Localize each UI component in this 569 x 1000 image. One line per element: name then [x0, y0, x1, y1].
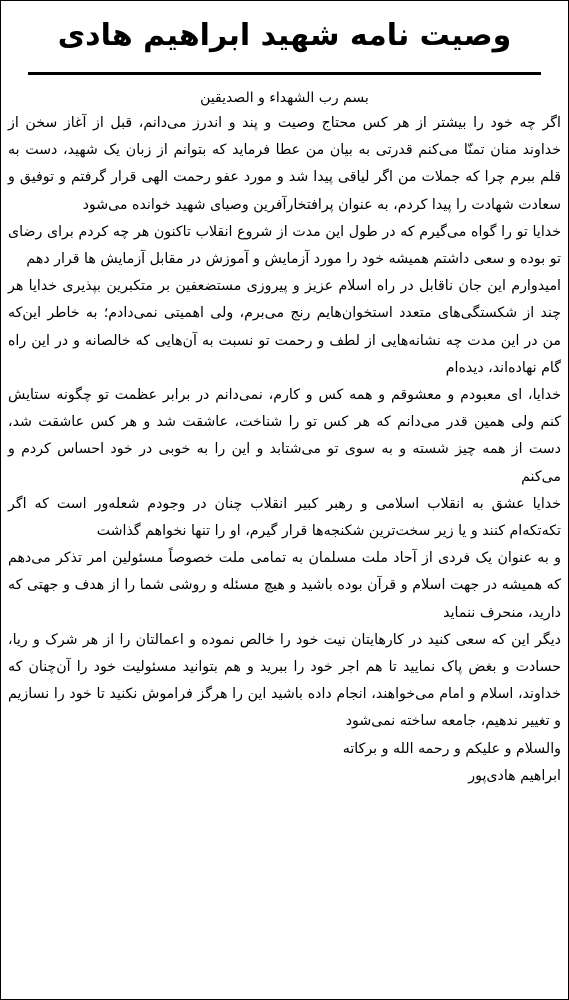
title-divider — [28, 72, 541, 75]
paragraph-love: خدایا، ای معبودم و معشوقم و همه کس و کارم، نمی‌دانم در برابر عظمت تو چگونه ستایش کنم ولی همین قدر می‌دانم که هر کس تو را شناخت، عاشقت شد و هر کس عاشقت شد، دست از همه چیز شسته و به سوی تو می‌شتابد و این را به خوبی در خود احساس کردم و می‌کنم — [8, 387, 561, 485]
paragraph-nation: و به عنوان یک فردی از آحاد ملت مسلمان به تمامی ملت خصوصاً مسئولین امر تذکر می‌دهم که همیشه در جهت اسلام و قرآن بوده باشید و هیچ مسئله و روشی شما را از هدف و جهتی که دارید، منحرف ننماید — [8, 550, 561, 621]
page-title: وصیت نامه شهید ابراهیم هادی — [57, 18, 512, 53]
paragraph-intro: اگر چه خود را بیشتر از هر کس محتاج وصیت و پند و اندرز می‌دانم، قبل از آغاز سخن از خداوند منان تمنّا می‌کنم قدرتی به بیان من عطا فرماید که بتوانم از زبان یک شهید، دست به قلم ببرم چرا که جملات من اگر لیاقی پیدا شد و مورد عفو رحمت الهی قرار گرفتم و توفیق و سعادت شهادت را پیدا کردم، به عنوان پرافتخارآفرین وصیای شهید خوانده می‌شود — [8, 115, 561, 213]
paragraph-revolution: خدایا عشق به انقلاب اسلامی و رهبر کبیر انقلاب چنان در وجودم شعله‌ور است که اگر تکه‌تکه‌ام کنند و یا زیر سخت‌ترین شکنجه‌ها قرار گیرم، او را تنها نخواهم گذاشت — [8, 495, 561, 540]
signature: ابراهیم هادی‌پور — [468, 767, 561, 784]
closing-salutation: والسلام و علیکم و رحمه الله و برکاته — [342, 740, 561, 757]
paragraph-witness: خدایا تو را گواه می‌گیرم که در طول این مدت از شروع انقلاب تاکنون هر چه کردم برای رضای تو بوده و سعی داشتم همیشه خود را مورد آزمایش و آموزش در مقابل آزمایش ها قرار دهم — [8, 223, 561, 268]
paragraph-sincerity: دیگر این که سعی کنید در کارهایتان نیت خود را خالص نموده و اعمالتان را از هر شرک و ریا، حسادت و بغض پاک نمایید تا هم اجر خود را ببرید و هم بتوانید مسئولیت خود را آن‌چنان که خداوند، اسلام و امام می‌خواهند، انجام داده باشید این را هرگز فراموش نکنید تا خود را نسازیم و تغییر ندهیم، جامعه ساخته نمی‌شود — [8, 631, 561, 730]
bismillah-line: بسم رب الشهداء و الصدیقین — [200, 90, 369, 106]
paragraph-hope: امیدوارم این جان ناقابل در راه اسلام عزیز و پیروزی مستضعفین بر متکبرین بپذیری خدایا هر چند از شکستگی‌های متعدد استخوان‌هایم رنج می‌برم، ولی اهمیتی نمی‌دادم؛ به خاطر این‌که من در این مدت چه نشانه‌هایی از لطف و رحمت تو نسبت به آن‌هایی که خالصانه و در این راه گام نهاده‌اند، دیده‌ام — [8, 278, 561, 376]
document-body — [8, 86, 561, 790]
